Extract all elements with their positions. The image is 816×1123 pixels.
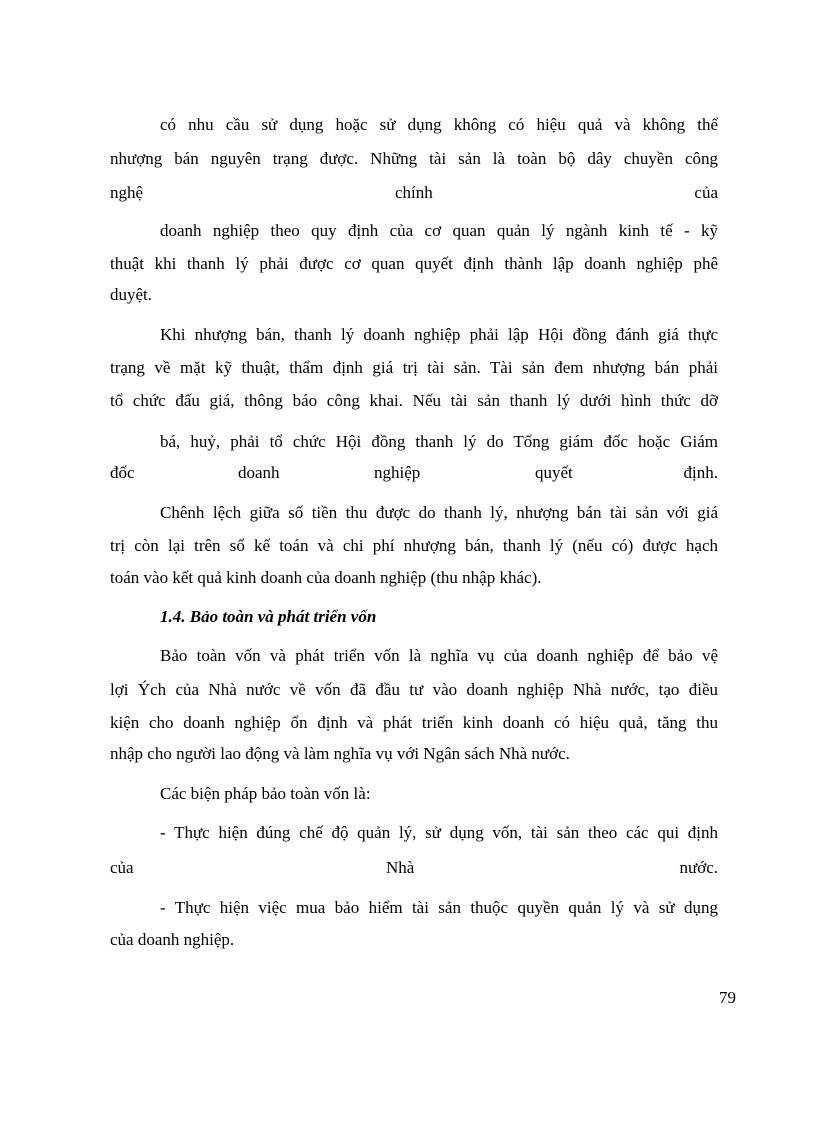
text-line: lợi Ých của Nhà nước về vốn đã đầu tư vào doanh nghiệp Nhà nước, tạo điều: [110, 680, 718, 699]
text-word: doanh: [238, 463, 280, 482]
text-line: doanh nghiệp theo quy định của cơ quan quản lý ngành kinh tế - kỹ: [160, 221, 718, 240]
text-line: [110, 857, 718, 879]
text-line: nhập cho người lao động và làm nghĩa vụ với Ngân sách Nhà nước.: [110, 744, 570, 763]
text-line: Các biện pháp bảo toàn vốn là:: [160, 784, 371, 803]
text-line: duyệt.: [110, 285, 153, 304]
text-line: - Thực hiện việc mua bảo hiểm tài sản thuộc quyền quản lý và sử dụng: [160, 898, 718, 917]
section-heading: 1.4. Bảo toàn và phát triển vốn: [160, 607, 377, 626]
text-line: - Thực hiện đúng chế độ quản lý, sử dụng vốn, tài sản theo các qui định: [160, 823, 718, 842]
text-line: Khi nhượng bán, thanh lý doanh nghiệp phải lập Hội đồng đánh giá thực: [160, 325, 718, 344]
text-word: của: [694, 183, 718, 202]
text-word: của: [110, 858, 134, 877]
text-line: kiện cho doanh nghiệp ổn định và phát triển kinh doanh có hiệu quả, tăng thu: [110, 713, 718, 732]
text-line: Bảo toàn vốn và phát triển vốn là nghĩa vụ của doanh nghiệp để bảo vệ: [160, 646, 718, 665]
text-line: của doanh nghiệp.: [110, 930, 235, 949]
text-line: [110, 462, 718, 484]
text-line: thuật khi thanh lý phải được cơ quan quyết định thành lập doanh nghiệp phê: [110, 254, 718, 273]
text-word: định.: [683, 463, 718, 482]
text-word: nước.: [679, 858, 718, 877]
text-line: trị còn lại trên sổ kế toán và chi phí nhượng bán, thanh lý (nếu có) được hạch: [110, 536, 718, 555]
text-word: Nhà: [386, 858, 415, 877]
text-line: bá, huỷ, phải tổ chức Hội đồng thanh lý do Tổng giám đốc hoặc Giám: [160, 432, 718, 451]
text-word: nghệ: [110, 183, 144, 202]
text-line: Chênh lệch giữa số tiền thu được do thanh lý, nhượng bán tài sản với giá: [160, 503, 718, 522]
text-word: quyết: [535, 463, 573, 482]
text-line: trạng về mặt kỹ thuật, thẩm định giá trị tài sản. Tài sản đem nhượng bán phải: [110, 358, 718, 377]
text-line: tổ chức đấu giá, thông báo công khai. Nếu tài sản thanh lý dưới hình thức dỡ: [110, 391, 718, 410]
text-line: [110, 182, 718, 204]
text-word: nghiệp: [374, 463, 421, 482]
text-line: có nhu cầu sử dụng hoặc sử dụng không có hiệu quả và không thể: [160, 115, 718, 134]
text-line: nhượng bán nguyên trạng được. Những tài sản là toàn bộ dây chuyền công: [110, 149, 718, 168]
page-number: 79: [719, 988, 736, 1007]
text-word: chính: [395, 183, 433, 202]
text-word: đốc: [110, 463, 135, 482]
text-line: toán vào kết quả kinh doanh của doanh nghiệp (thu nhập khác).: [110, 568, 542, 587]
